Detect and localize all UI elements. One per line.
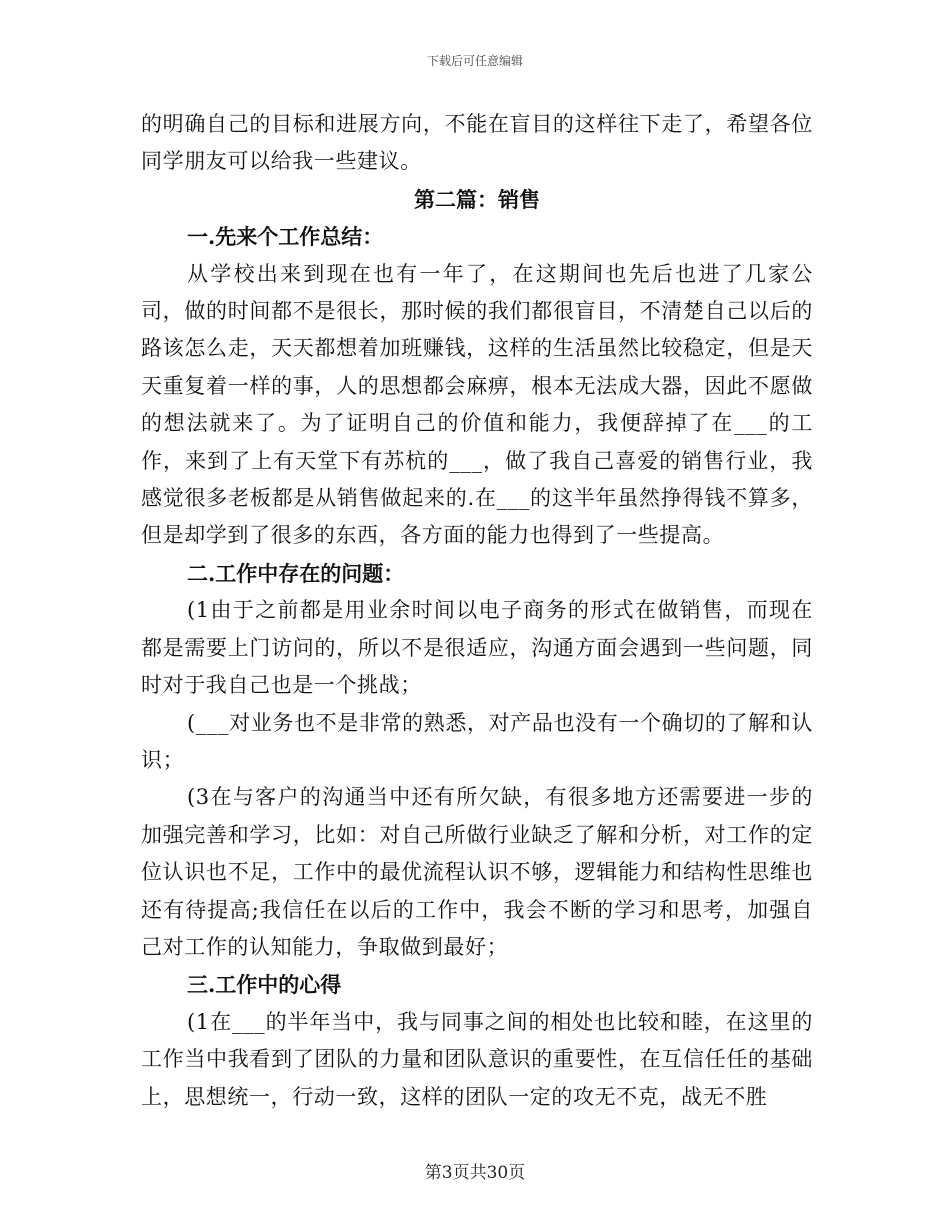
paragraph-problem-1: (1由于之前都是用业余时间以电子商务的形式在做销售，而现在都是需要上门访问的，所以不是很适应，沟通方面会遇到一些问题，同时对于我自己也是一个挑战； xyxy=(141,598,813,698)
heading-work-summary: 一.先来个工作总结： xyxy=(187,224,384,250)
paragraph-continued: 的明确自己的目标和进展方向，不能在盲目的这样往下走了，希望各位同学朋友可以给我一些建议。 xyxy=(141,112,813,174)
paragraph-insight-1: (1在___的半年当中，我与同事之间的相处也比较和睦，在这里的工作当中我看到了团队的力量和团队意识的重要性，在互信任任的基础上，思想统一，行动一致，这样的团队一定的攻无不克，战无不胜 xyxy=(141,1009,813,1109)
heading-problems: 二.工作中存在的问题： xyxy=(187,560,405,586)
paragraph-work-summary: 从学校出来到现在也有一年了，在这期间也先后也进了几家公司，做的时间都不是很长，那时候的我们都很盲目，不清楚自己以后的路该怎么走，天天都想着加班赚钱，这样的生活虽然比较稳定，但是天天重复着一样的事，人的思想都会麻痹，根本无法成大器，因此不愿做的想法就来了。为了证明自己的价值和能力，我便辞掉了在___的工作，来到了上有天堂下有苏杭的___，做了我自己喜爱的销售行业，我感觉很多老板都是从销售做起来的.在___的这半年虽然挣得钱不算多，但是却学到了很多的东西，各方面的能力也得到了一些提高。 xyxy=(141,261,813,548)
paragraph-problem-2: (___对业务也不是非常的熟悉，对产品也没有一个确切的了解和认识； xyxy=(141,710,813,772)
paragraph-problem-3: (3在与客户的沟通当中还有所欠缺，有很多地方还需要进一步的加强完善和学习，比如：对自己所做行业缺乏了解和分析，对工作的定位认识也不足，工作中的最优流程认识不够，逻辑能力和结构性思维也还有待提高;我信任在以后的工作中，我会不断的学习和思考，加强自己对工作的认知能力，争取做到最好； xyxy=(141,785,813,959)
heading-insights: 三.工作中的心得 xyxy=(187,972,342,998)
document-body xyxy=(141,106,813,1116)
page-header: 下载后可任意编辑 xyxy=(426,54,523,68)
page-number: 第3页共30页 xyxy=(424,1163,526,1183)
section-title: 第二篇：销售 xyxy=(414,186,540,212)
